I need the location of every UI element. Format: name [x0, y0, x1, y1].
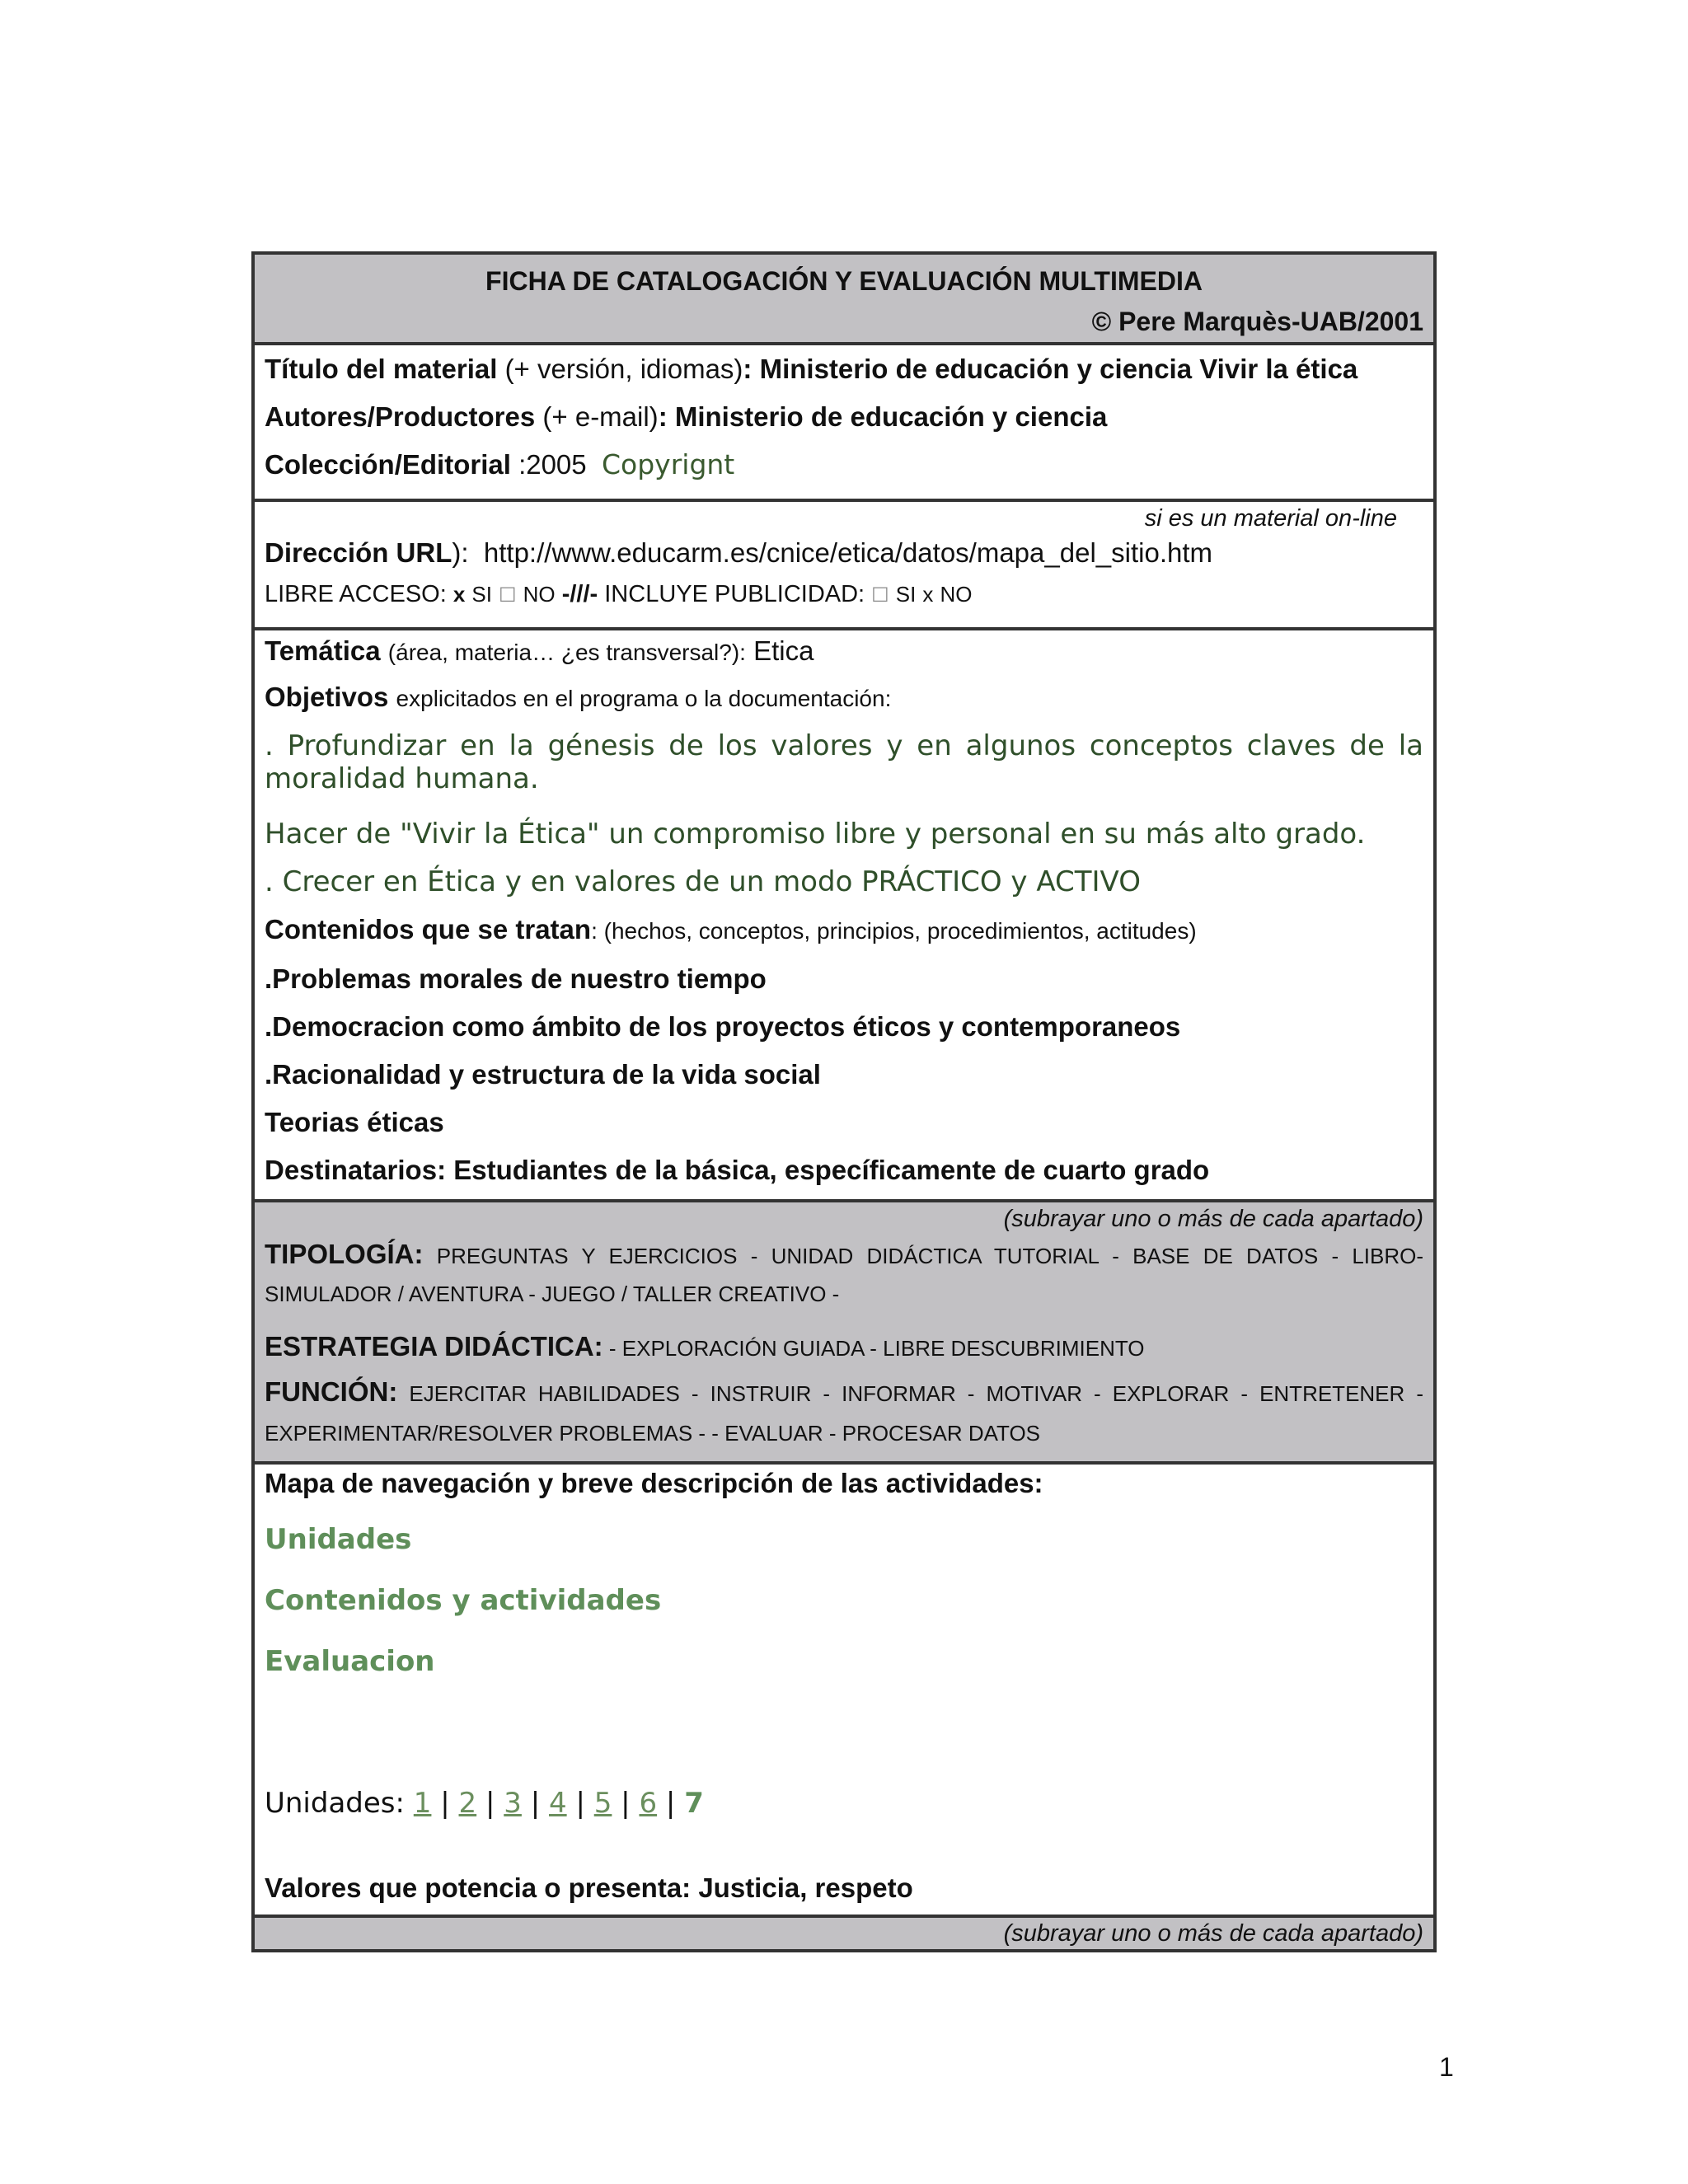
contenidos-label: Contenidos que se tratan — [265, 914, 592, 944]
access-si: SI — [471, 582, 492, 607]
checkbox-icon: ☐ — [499, 584, 517, 607]
estrategia-value: - EXPLORACIÓN GUIADA - LIBRE DESCUBRIMIENTO — [608, 1336, 1145, 1361]
copyright: © Pere Marquès-UAB/2001 — [1091, 307, 1423, 336]
destinatarios: Destinatarios: Estudiantes de la básica, específicamente de cuarto grado — [265, 1155, 1210, 1185]
contenido-item: .Democracion como ámbito de los proyectos éticos y contemporaneos — [265, 1011, 1181, 1042]
tipologia-label: TIPOLOGÍA: — [265, 1239, 424, 1269]
unit-link[interactable]: 2 — [458, 1787, 477, 1820]
footer-note: (subrayar uno o más de cada apartado) — [1003, 1920, 1423, 1947]
unit-separator: | — [530, 1787, 541, 1820]
titulo-row — [265, 345, 1423, 393]
unit-separator: | — [485, 1787, 495, 1820]
objetivos-row — [265, 673, 1423, 723]
valores: Valores que potencia o presenta: Justicia, respeto — [265, 1872, 913, 1903]
titulo-label: Título del material — [265, 354, 498, 384]
autores-row — [265, 393, 1423, 441]
nav-link-unidades[interactable]: Unidades — [265, 1523, 412, 1556]
url-value[interactable]: http://www.educarm.es/cnice/etica/datos/mapa_del_sitio.htm — [483, 537, 1212, 568]
pub-si: SI — [895, 582, 917, 607]
objetivo-item: Hacer de "Vivir la Ética" un compromiso libre y personal en su más alto grado. — [265, 818, 1366, 851]
pub-x: x — [922, 582, 934, 607]
funcion-label: FUNCIÓN: — [265, 1376, 398, 1407]
content-section — [255, 630, 1433, 1202]
access-no: NO — [523, 582, 556, 607]
coleccion-label: Colección/Editorial — [265, 449, 511, 480]
coleccion-row — [265, 441, 1423, 489]
checkbox-icon: ☐ — [871, 584, 889, 607]
objetivos-hint: explicitados en el programa o la documentación: — [396, 686, 892, 711]
contenidos-row — [265, 906, 1423, 955]
unit-current: 7 — [684, 1787, 704, 1820]
access-label: LIBRE ACCESO: — [265, 581, 447, 607]
contenido-item: .Problemas morales de nuestro tiempo — [265, 963, 767, 994]
funcion-row — [265, 1372, 1423, 1453]
contenido-item: .Racionalidad y estructura de la vida social — [265, 1059, 821, 1090]
titulo-hint: (+ versión, idiomas) — [504, 354, 743, 384]
coleccion-year: :2005 — [518, 449, 587, 480]
coleccion-value: Copyrignt — [602, 448, 735, 480]
contenidos-hint: : (hechos, conceptos, principios, procedimientos, actitudes) — [591, 918, 1197, 944]
url-section — [255, 502, 1433, 630]
url-label: Dirección URL — [265, 537, 452, 568]
sheet-header — [255, 255, 1433, 345]
mapa-title: Mapa de navegación y breve descripción de las actividades: — [265, 1468, 1043, 1498]
tematica-value: Etica — [753, 635, 814, 666]
access-x: x — [452, 582, 466, 607]
url-label-suffix: ): — [452, 537, 469, 568]
objetivo-item: . Crecer en Ética y en valores de un modo PRÁCTICO y ACTIVO — [265, 865, 1141, 898]
autores-label: Autores/Productores — [265, 401, 536, 432]
tematica-hint: (área, materia… ¿es transversal?): — [387, 640, 746, 665]
tematica-row — [265, 630, 1423, 673]
contenido-item: Teorias éticas — [265, 1107, 444, 1137]
tipologia-section — [255, 1202, 1433, 1465]
subrayar-note: (subrayar uno o más de cada apartado) — [1003, 1206, 1423, 1232]
titulo-value: : Ministerio de educación y ciencia Vivir la ética — [743, 354, 1358, 384]
unit-link[interactable]: 1 — [413, 1787, 432, 1820]
tipologia-row — [265, 1235, 1423, 1313]
unit-separator: | — [575, 1787, 585, 1820]
url-row — [265, 535, 1423, 571]
objetivos-label: Objetivos — [265, 682, 389, 712]
unit-link[interactable]: 6 — [639, 1787, 658, 1820]
unit-link[interactable]: 3 — [504, 1787, 522, 1820]
unit-separator: | — [665, 1787, 676, 1820]
nav-link-contenidos[interactable]: Contenidos y actividades — [265, 1584, 662, 1617]
unit-separator: | — [440, 1787, 450, 1820]
footer-bar — [255, 1918, 1433, 1949]
estrategia-label: ESTRATEGIA DIDÁCTICA: — [265, 1331, 603, 1361]
unidades-nav — [265, 1783, 1423, 1824]
pub-label: INCLUYE PUBLICIDAD: — [604, 581, 865, 607]
unit-separator: | — [621, 1787, 631, 1820]
sheet-title: FICHA DE CATALOGACIÓN Y EVALUACIÓN MULTIMEDIA — [485, 266, 1203, 296]
mapa-section — [255, 1465, 1433, 1918]
autores-value: : Ministerio de educación y ciencia — [658, 401, 1108, 432]
unidades-label: Unidades: — [265, 1787, 405, 1820]
nav-link-evaluacion[interactable]: Evaluacion — [265, 1645, 435, 1678]
online-note: si es un material on-line — [1144, 505, 1397, 532]
info-section — [255, 345, 1433, 502]
objetivo-item: . Profundizar en la génesis de los valores y en algunos conceptos claves de la moralidad humana. — [265, 729, 1423, 795]
unit-link[interactable]: 5 — [593, 1787, 612, 1820]
page-number: 1 — [1439, 2052, 1454, 2082]
pub-no: NO — [940, 582, 973, 607]
access-row — [265, 571, 1423, 619]
tematica-label: Temática — [265, 635, 381, 666]
unit-link[interactable]: 4 — [548, 1787, 567, 1820]
catalog-sheet — [251, 251, 1437, 1952]
tipologia-value: PREGUNTAS Y EJERCICIOS - UNIDAD DIDÁCTICA TUTORIAL - BASE DE DATOS - LIBRO-SIMULADOR / AVENTURA - JUEGO / TALLER CREATIVO - — [265, 1244, 1423, 1306]
funcion-value: EJERCITAR HABILIDADES - INSTRUIR - INFORMAR - MOTIVAR - EXPLORAR - ENTRETENER - EXPERIMENTAR/RESOLVER PROBLEMAS - - EVALUAR - PROCESAR DATOS — [265, 1381, 1423, 1446]
separator: -///- — [561, 581, 598, 607]
estrategia-row — [265, 1323, 1423, 1372]
autores-hint: (+ e-mail) — [542, 401, 659, 432]
